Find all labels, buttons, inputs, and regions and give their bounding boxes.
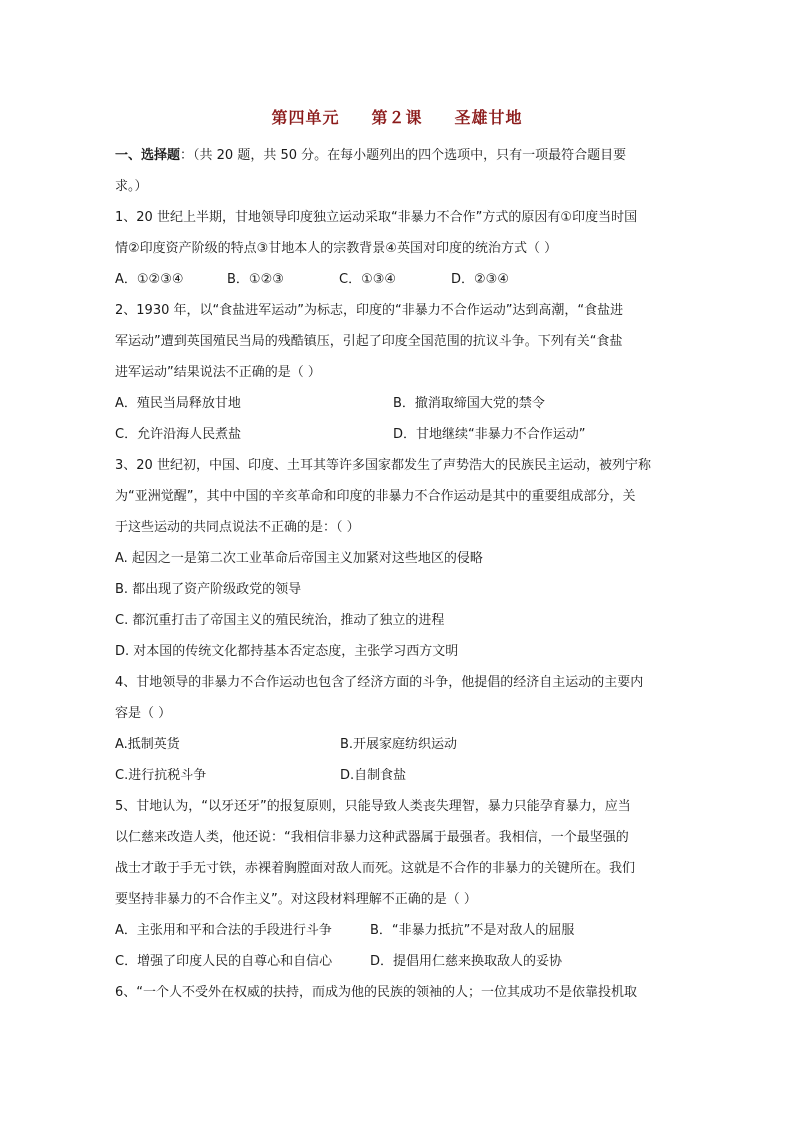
question-5-text: 要坚持非暴力的不合作主义”。对这段材料理解不正确的是（ ） [115,892,477,907]
option-b: B．①②③ [227,272,284,287]
option-c: C．允许沿海人民煮盐 [115,427,242,442]
option-a: A．①②③④ [115,272,184,287]
question-3-text: 于这些运动的共同点说法不正确的是：（ ） [115,520,360,535]
question-1-text: 1、20 世纪上半期，甘地领导印度独立运动采取“非暴力不合作”方式的原因有①印度当时国 [115,210,638,225]
page-title [0,105,794,128]
option-c: C. 都沉重打击了帝国主义的殖民统治，推动了独立的进程 [115,613,445,628]
section-intro-cont: 求。） [115,179,148,194]
option-d: D．提倡用仁慈来换取敌人的妥协 [370,954,563,969]
option-a: A. 起因之一是第二次工业革命后帝国主义加紧对这些地区的侵略 [115,551,483,566]
question-5-options-row1 [115,915,685,946]
option-d: D．甘地继续“非暴力不合作运动” [393,427,586,442]
question-2-options-row2 [115,419,685,450]
question-3-text: 3、20 世纪初，中国、印度、土耳其等许多国家都发生了声势浩大的民族民主运动，被列宁称 [115,458,651,473]
question-2-text: 进军运动”结果说法不正确的是（ ） [115,365,321,380]
option-a: A．殖民当局释放甘地 [115,396,241,411]
question-5-text: 5、甘地认为，“以牙还牙”的报复原则，只能导致人类丧失理智，暴力只能孕育暴力，应当 [115,799,631,814]
section-intro: ：（共 20 题，共 50 分。在每小题列出的四个选项中，只有一项最符合题目要 [180,148,627,163]
question-6-text: 6、“一个人不受外在权威的扶持，而成为他的民族的领袖的人；一位其成功不是依靠投机取 [115,985,638,1000]
option-d: D．②③④ [451,272,509,287]
question-4-options-row2 [115,760,685,791]
question-4-text: 容是（ ） [115,706,172,721]
question-3-text: 为“亚洲觉醒”，其中中国的辛亥革命和印度的非暴力不合作运动是其中的重要组成部分，关 [115,489,636,504]
question-2-text: 2、1930 年，以“食盐进军运动”为标志，印度的“非暴力不合作运动”达到高潮，“食盐进 [115,303,624,318]
option-b: B．撤消取缔国大党的禁令 [393,396,545,411]
title-lesson: 第２课 [371,108,423,127]
option-b: B.开展家庭纺织运动 [340,737,458,752]
option-c: C.进行抗税斗争 [115,768,207,783]
option-a: A．主张用和平和合法的手段进行斗争 [115,923,332,938]
question-4-text: 4、甘地领导的非暴力不合作运动也包含了经济方面的斗争，他提倡的经济自主运动的主要内 [115,675,644,690]
title-name: 圣雄甘地 [454,108,523,127]
question-5-text: 战士才敢于手无寸铁，赤裸着胸膛面对敌人而死。这就是不合作的非暴力的关键所在。我们 [115,861,636,876]
question-4-options-row1 [115,729,685,760]
question-5-text: 以仁慈来改造人类，他还说：“我相信非暴力这种武器属于最强者。我相信，一个最坚强的 [115,830,629,845]
option-b: B．“非暴力抵抗”不是对敌人的屈服 [370,923,575,938]
question-1-text: 情②印度资产阶级的特点③甘地本人的宗教背景④英国对印度的统治方式（ ） [115,241,558,256]
option-d: D. 对本国的传统文化都持基本否定态度，主张学习西方文明 [115,644,459,659]
document-body [115,140,685,1008]
question-5-options-row2 [115,946,685,977]
question-2-options-row1 [115,388,685,419]
option-d: D.自制食盐 [340,768,407,783]
section-heading-label: 一、选择题 [115,148,181,163]
option-a: A.抵制英货 [115,737,180,752]
question-1-options [115,264,685,295]
option-b: B. 都出现了资产阶级政党的领导 [115,582,302,597]
question-2-text: 军运动”遭到英国殖民当局的残酷镇压，引起了印度全国范围的抗议斗争。下列有关“食盐 [115,334,623,349]
option-c: C．增强了印度人民的自尊心和自信心 [115,954,333,969]
title-unit: 第四单元 [271,108,340,127]
option-c: C．①③④ [339,272,397,287]
section-heading [115,140,685,171]
